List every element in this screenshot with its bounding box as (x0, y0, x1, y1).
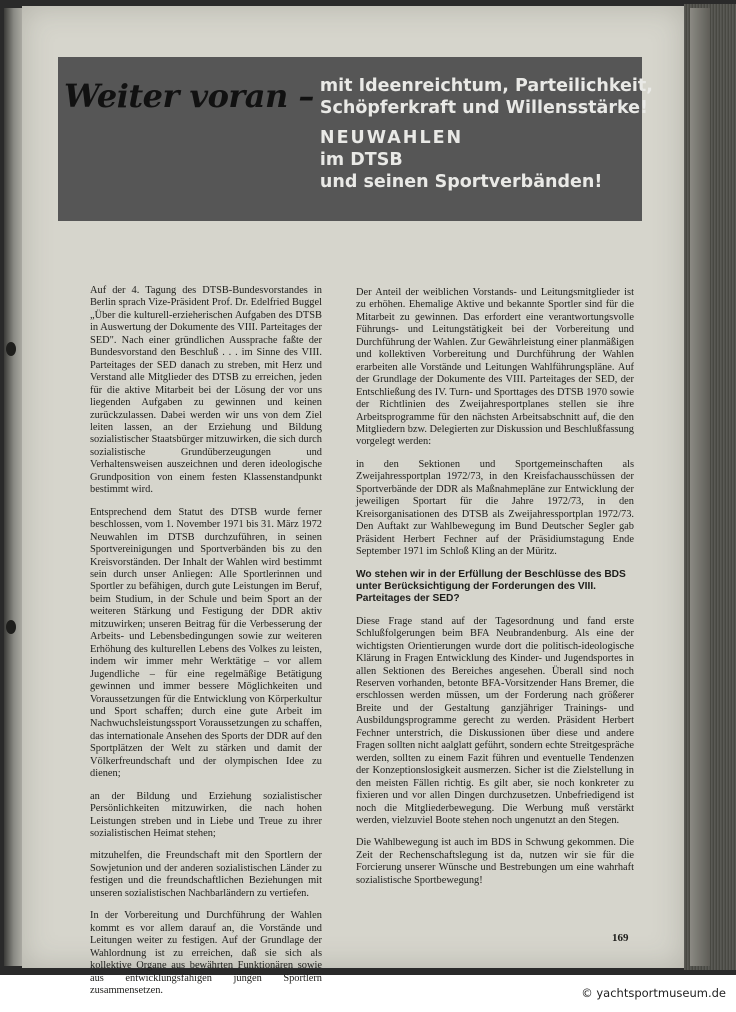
subtitle-line: und seinen Sportverbänden! (319, 172, 603, 192)
page-stack-edge (684, 4, 736, 970)
paragraph: Auf der 4. Tagung des DTSB-Bundesvorstandes in Berlin sprach Vize-Präsident Prof. Dr. Edelfried Buggel „Über die kulturell-erzieherischen Aufgaben des DTSB in Auswertung der Dokumente des VIII. Parteitages der SED". Nach einer gründlichen Aussprache faßte der Bundesvorstand den Beschluß . . . im Sinne des VIII. Parteitages der SED danach zu streben, mit Herz und Verstand alle Mitglieder des DTSB zu erreichen, jeden für die aktive Mitarbeit bei der Lösung der vor uns liegenden Aufgaben zu gewinnen und keinen zurückzulassen. Dabei werden wir uns von dem Ziel leiten lassen, an der Erziehung und Bildung sozialistischer Staatsbürger mitzuwirken, die sich durch sozialistische Grundüberzeugungen und Verhaltensweisen auszeichnen und deren ideologische Grundposition von einem festen Klassenstandpunkt bestimmt wird. (90, 285, 322, 496)
paragraph: an der Bildung und Erziehung sozialistischer Persönlichkeiten mitzuwirken, die nach hohen Leistungen streben und in Liebe und Treue zu ihrer sozialistischen Heimat stehen; (90, 790, 322, 840)
paragraph: In der Vorbereitung und Durchführung der Wahlen kommt es vor allem darauf an, die Vorstände und Leitungen weiter zu festigen. Auf der Grundlage der Wahlordnung ist zu erreichen, daß sie sich als kollektive Organe aus bewährten Funktionären sowie aus entwicklungsfähigen jungen Sportlern zusammensetzen. (90, 910, 322, 997)
paragraph: mitzuhelfen, die Freundschaft mit den Sportlern der Sowjetunion und der anderen sozialistischen Länder zu festigen und die freundschaftlichen Beziehungen mit unseren sozialistischen Nachbarländern zu vertiefen. (90, 850, 322, 899)
subtitle-line: im DTSB (319, 150, 403, 170)
neuwahlen-title: NEUWAHLEN (319, 128, 464, 148)
paragraph: in den Sektionen und Sportgemeinschaften als Zweijahressportplan 1972/73, in den Kreisfachausschüssen der Sportverbände der DDR als Maßnahmepläne zur Entwicklung der jeweiligen Sportart für die Jahre 1972/73, in den Kreisorganisationen des DTSB als Zweijahressportplan 1972/73. Den Auftakt zur Wahlbewegung im Bund Deutscher Segler gab Präsident Herbert Fechner auf der Präsidiumstagung Ende September 1971 im Schloß Kling an der Müritz. (356, 458, 634, 558)
headline: Weiter voran – (64, 77, 314, 115)
paragraph: Diese Frage stand auf der Tagesordnung und fand erste Schlußfolgerungen beim BFA Neubrandenburg. Als eine der wichtigsten Orientierungen wurde dort die politisch-ideologische Klärung in Fragen Entwicklung des Kinder- und Jugendsportes in allen Sektionen des Bereiches angesehen. Überall sind noch Reserven vorhanden, betonte BFA-Vorsitzender Hans Bremer, die erschlossen werden müssen, um der Forderung nach größerer Breite und der Gestaltung ganzjähriger Trainings- und Ausbildungsprogramme gerecht zu werden. Präsident Herbert Fechner unterstrich, die Diskussionen über diese und andere Fragen sollten nicht aalglatt geführt, sondern echte Streitgespräche werden, sollten zu einem Fazit führen und eventuelle Tendenzen der Konzeptionslosigkeit ausmerzen. Sicher ist die Zielstellung in den meisten Fällen richtig. Es gilt aber, sie noch konkreter zu fixieren und vor allen Dingen durchzusetzen. Unbefriedigend ist noch die Mitgliederbewegung. Die Werbung muß verstärkt werden, vielzuviel Boote stehen noch ungenutzt an den Stegen. (356, 615, 634, 826)
page-number: 169 (612, 932, 629, 944)
punch-hole (6, 342, 16, 356)
section-heading: Wo stehen wir in der Erfüllung der Beschlüsse des BDS unter Berücksichtigung der Forderungen des VIII. Parteitages der SED? (356, 568, 626, 605)
paragraph: Die Wahlbewegung ist auch im BDS in Schwung gekommen. Die Zeit der Rechenschaftslegung ist da, nutzen wir sie für die Forcierung unserer Wünsche und Bestrebungen um eine wahrhaft sozialistische Sportbewegung! (356, 837, 634, 886)
copyright-watermark: © yachtsportmuseum.de (581, 986, 726, 1000)
subtitle-line: Schöpferkraft und Willensstärke! (319, 98, 648, 118)
left-column (90, 285, 322, 1007)
paragraph: Der Anteil der weiblichen Vorstands- und Leitungsmitglieder ist zu erhöhen. Ehemalige Aktive und bekannte Sportler sind für die Mitarbeit zu gewinnen. Das erfordert eine verantwortungsvolle Führungs- und Leitungstätigkeit bei der Vorbereitung und Durchführung der Wahlen. Zur Gewährleistung einer planmäßigen und kollektiven Vorbereitung und Durchführung der Wahlen erarbeiten alle Vorstände und Leitungen Wahlführungspläne. Auf der Grundlage der Dokumente des VIII. Parteitages der SED, der Entschließung des IV. Turn- und Sporttages des DTSB 1970 sowie der Richtlinien des Zweijahresportplanes stellen sie ihre Arbeitsprogramme für den nächsten Arbeitsabschnitt auf, die den Mitgliedern bzw. Delegierten zur Diskussion und Beschlußfassung vorgelegt werden: (356, 287, 634, 448)
paragraph: Entsprechend dem Statut des DTSB wurde ferner beschlossen, vom 1. November 1971 bis 31. März 1972 Neuwahlen im DTSB durchzuführen, in seinen Sportvereinigungen und Sportverbänden bis zu den Kreisvorständen. Der Inhalt der Wahlen wird bestimmt sein durch unser Anliegen: Alle Sportlerinnen und Sportler zu befähigen, durch gute Leistungen im Beruf, beim Studium, in der Schule und beim Sport an der weiteren Stärkung und Festigung der DDR aktiv mitzuwirken; unseren Beitrag für die Verbesserung der Arbeits- und Lebensbedingungen sowie zur weiteren Erhöhung des kulturellen Lebens des Volkes zu leisten, indem wir immer mehr Werktätige – vor allem Jugendliche – für eine regelmäßige Betätigung gewinnen und immer bessere Möglichkeiten und Voraussetzungen für die Entwicklung von Körperkultur und Sport schaffen; durch eine gute Arbeit im Nachwuchsleistungssport Voraussetzungen zu schaffen, das internationale Ansehen des Sports der DDR auf den Sportplätzen der Welt zu stärken und damit der Völkerfreundschaft und der olympischen Idee zu dienen; (90, 506, 322, 780)
subtitle-line: mit Ideenreichtum, Parteilichkeit, (319, 76, 653, 96)
punch-hole (6, 620, 16, 634)
header-banner (58, 57, 653, 221)
right-column (356, 287, 634, 897)
